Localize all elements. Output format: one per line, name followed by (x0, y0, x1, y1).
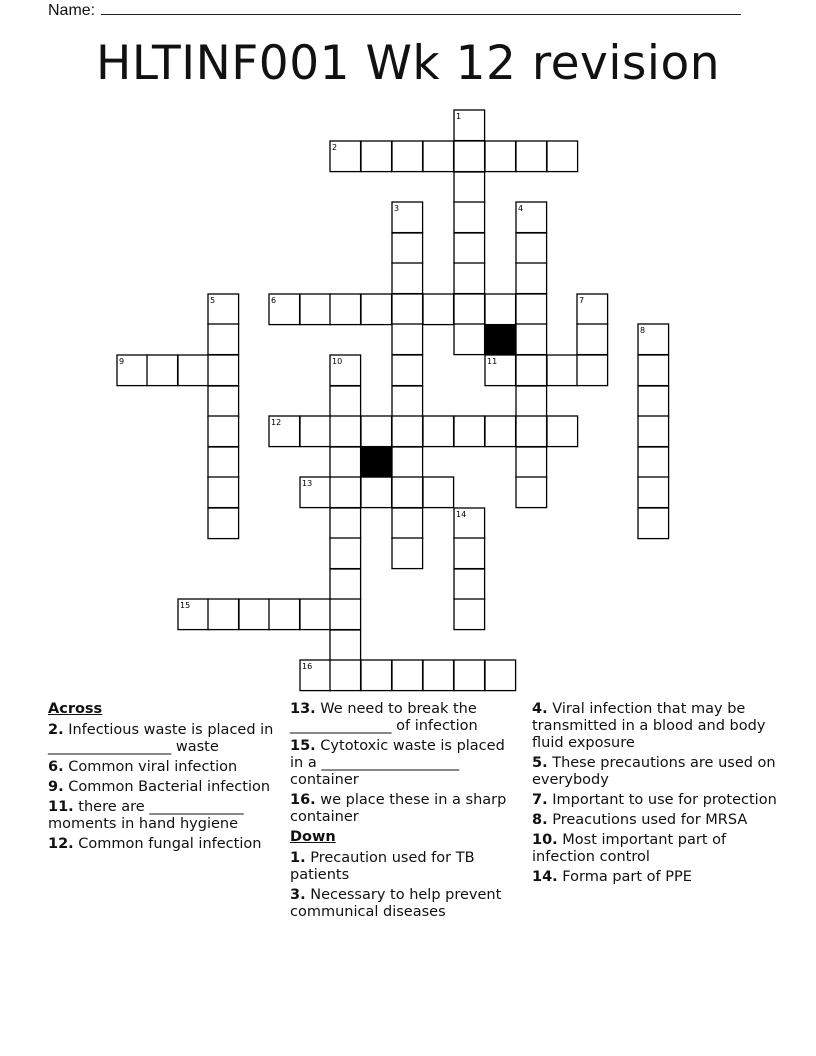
clue-down-10 (532, 832, 782, 866)
grid-cell[interactable] (300, 416, 331, 447)
clues-column-1 (48, 701, 284, 856)
grid-cell[interactable] (392, 355, 423, 386)
grid-cell[interactable] (361, 294, 392, 325)
clue-across-2 (48, 722, 284, 756)
grid-cell[interactable] (330, 569, 361, 600)
grid-cell[interactable] (516, 233, 547, 264)
grid-cell[interactable] (330, 599, 361, 630)
clue-across-6 (48, 759, 284, 776)
grid-cell[interactable] (454, 263, 485, 294)
grid-cell[interactable] (330, 386, 361, 417)
grid-cell[interactable] (392, 477, 423, 508)
clue-across-9 (48, 779, 284, 796)
clue-text: Infectious waste is placed in _________________ waste (48, 722, 274, 755)
grid-cell[interactable] (392, 386, 423, 417)
grid-cell[interactable] (300, 599, 331, 630)
clue-text: we place these in a sharp container (290, 792, 507, 825)
clues-column-2 (290, 701, 522, 924)
across-heading: Across (48, 701, 103, 717)
grid-cell[interactable] (208, 324, 239, 355)
clue-down-3 (290, 887, 522, 921)
clue-text: Common fungal infection (78, 836, 262, 852)
grid-cell[interactable] (454, 141, 485, 172)
clue-number: 9. (48, 779, 64, 795)
clue-number: 13. (290, 701, 316, 717)
grid-cell[interactable] (638, 386, 669, 417)
grid-cell[interactable] (454, 233, 485, 264)
grid-cell[interactable] (485, 416, 516, 447)
grid-cell[interactable] (361, 477, 392, 508)
grid-cell[interactable] (638, 447, 669, 478)
clue-across-11 (48, 799, 284, 833)
page-title: HLTINF001 Wk 12 revision (95, 36, 720, 91)
black-square (361, 447, 392, 478)
grid-cell[interactable] (516, 477, 547, 508)
clue-text: Viral infection that may be transmitted in a blood and body fluid exposure (532, 701, 766, 751)
clue-across-13 (290, 701, 522, 735)
grid-cell[interactable] (638, 477, 669, 508)
grid-cell[interactable] (547, 355, 578, 386)
cell-number: 1 (456, 112, 462, 121)
grid-cell[interactable] (423, 477, 454, 508)
grid-cell[interactable] (330, 508, 361, 539)
grid-cell[interactable] (547, 141, 578, 172)
grid-cell[interactable] (516, 355, 547, 386)
grid-cell[interactable] (423, 141, 454, 172)
clue-across-15 (290, 738, 522, 789)
clues-column-3 (532, 701, 782, 889)
cell-number: 15 (180, 601, 191, 610)
grid-cell[interactable] (516, 447, 547, 478)
cell-number: 6 (271, 296, 277, 305)
grid-cell[interactable] (516, 263, 547, 294)
cell-number: 3 (394, 204, 400, 213)
cell-number: 8 (640, 326, 646, 335)
grid-cell[interactable] (454, 538, 485, 569)
grid-cell[interactable] (454, 660, 485, 691)
grid-cell[interactable] (330, 660, 361, 691)
grid-cell[interactable] (392, 508, 423, 539)
cell-number: 2 (332, 143, 338, 152)
clue-number: 16. (290, 792, 316, 808)
grid-cell[interactable] (392, 294, 423, 325)
grid-cell[interactable] (330, 416, 361, 447)
grid-cell[interactable] (516, 141, 547, 172)
grid-cell[interactable] (516, 386, 547, 417)
grid-cell[interactable] (178, 355, 209, 386)
grid-cell[interactable] (392, 538, 423, 569)
cell-number: 11 (487, 357, 498, 366)
cell-number: 13 (302, 479, 313, 488)
clue-text: Cytotoxic waste is placed in a ___________________ container (290, 738, 505, 788)
clue-number: 11. (48, 799, 74, 815)
grid-cell[interactable] (454, 569, 485, 600)
cell-number: 5 (210, 296, 216, 305)
grid-cell[interactable] (454, 202, 485, 233)
name-label: Name: (48, 2, 96, 19)
grid-cell[interactable] (454, 599, 485, 630)
clue-text: Common viral infection (68, 759, 238, 775)
grid-cell[interactable] (392, 660, 423, 691)
cell-number: 16 (302, 662, 313, 671)
grid-cell[interactable] (485, 294, 516, 325)
grid-cell[interactable] (330, 538, 361, 569)
down-heading: Down (290, 829, 336, 845)
clue-number: 4. (532, 701, 548, 717)
clue-text: We need to break the ______________ of infection (290, 701, 478, 734)
grid-cell[interactable] (638, 416, 669, 447)
clue-number: 12. (48, 836, 74, 852)
clue-text: there are _____________ moments in hand hygiene (48, 799, 244, 832)
clue-across-16 (290, 792, 522, 826)
grid-cell[interactable] (392, 416, 423, 447)
clue-number: 7. (532, 792, 548, 808)
grid-cell[interactable] (577, 324, 608, 355)
grid-cell[interactable] (208, 447, 239, 478)
grid-cell[interactable] (330, 447, 361, 478)
grid-cell[interactable] (208, 508, 239, 539)
grid-cell[interactable] (361, 660, 392, 691)
cell-number: 7 (579, 296, 585, 305)
clue-number: 5. (532, 755, 548, 771)
grid-cell[interactable] (361, 141, 392, 172)
clue-number: 8. (532, 812, 548, 828)
clue-text: Important to use for protection (552, 792, 777, 808)
clue-text: Preacutions used for MRSA (552, 812, 748, 828)
grid-cell[interactable] (547, 416, 578, 447)
clue-down-5 (532, 755, 782, 789)
clue-number: 14. (532, 869, 558, 885)
clue-down-14 (532, 869, 782, 886)
grid-cell[interactable] (485, 660, 516, 691)
grid-cell[interactable] (516, 416, 547, 447)
grid-cell[interactable] (330, 477, 361, 508)
cell-number: 14 (456, 510, 467, 519)
grid-cell[interactable] (269, 599, 300, 630)
clue-number: 10. (532, 832, 558, 848)
grid-cell[interactable] (208, 477, 239, 508)
cell-number: 9 (119, 357, 125, 366)
grid-cell[interactable] (208, 416, 239, 447)
clue-text: Common Bacterial infection (68, 779, 271, 795)
grid-cell[interactable] (516, 324, 547, 355)
grid-cell[interactable] (638, 508, 669, 539)
cell-number: 4 (518, 204, 524, 213)
clue-number: 2. (48, 722, 64, 738)
grid-cell[interactable] (208, 355, 239, 386)
grid-cell[interactable] (208, 599, 239, 630)
clue-down-1 (290, 850, 522, 884)
grid-cell[interactable] (330, 294, 361, 325)
clue-text: Necessary to help prevent communical diseases (290, 887, 502, 920)
grid-cell[interactable] (147, 355, 178, 386)
clue-text: Forma part of PPE (562, 869, 692, 885)
cell-number: 12 (271, 418, 282, 427)
clue-number: 3. (290, 887, 306, 903)
clue-number: 15. (290, 738, 316, 754)
black-square (485, 324, 516, 355)
clue-number: 6. (48, 759, 64, 775)
grid-cell[interactable] (638, 355, 669, 386)
grid-cell[interactable] (516, 294, 547, 325)
clue-across-12 (48, 836, 284, 853)
clue-down-7 (532, 792, 782, 809)
grid-cell[interactable] (392, 324, 423, 355)
grid-cell[interactable] (423, 416, 454, 447)
grid-cell[interactable] (239, 599, 270, 630)
clue-number: 1. (290, 850, 306, 866)
clue-text: Most important part of infection control (532, 832, 727, 865)
grid-cell[interactable] (485, 141, 516, 172)
grid-cell[interactable] (577, 355, 608, 386)
grid-cell[interactable] (392, 263, 423, 294)
grid-cell[interactable] (392, 233, 423, 264)
grid-cell[interactable] (454, 172, 485, 203)
clue-down-4 (532, 701, 782, 752)
grid-cell[interactable] (454, 416, 485, 447)
grid-cell[interactable] (423, 294, 454, 325)
grid-cell[interactable] (208, 386, 239, 417)
grid-cell[interactable] (454, 324, 485, 355)
grid-cell[interactable] (392, 141, 423, 172)
clue-text: These precautions are used on everybody (532, 755, 776, 788)
clue-down-8 (532, 812, 782, 829)
grid-cell[interactable] (423, 660, 454, 691)
grid-cell[interactable] (454, 294, 485, 325)
cell-number: 10 (332, 357, 343, 366)
grid-cell[interactable] (361, 416, 392, 447)
grid-cell[interactable] (300, 294, 331, 325)
clue-text: Precaution used for TB patients (290, 850, 475, 883)
grid-cell[interactable] (330, 630, 361, 661)
grid-cell[interactable] (392, 447, 423, 478)
